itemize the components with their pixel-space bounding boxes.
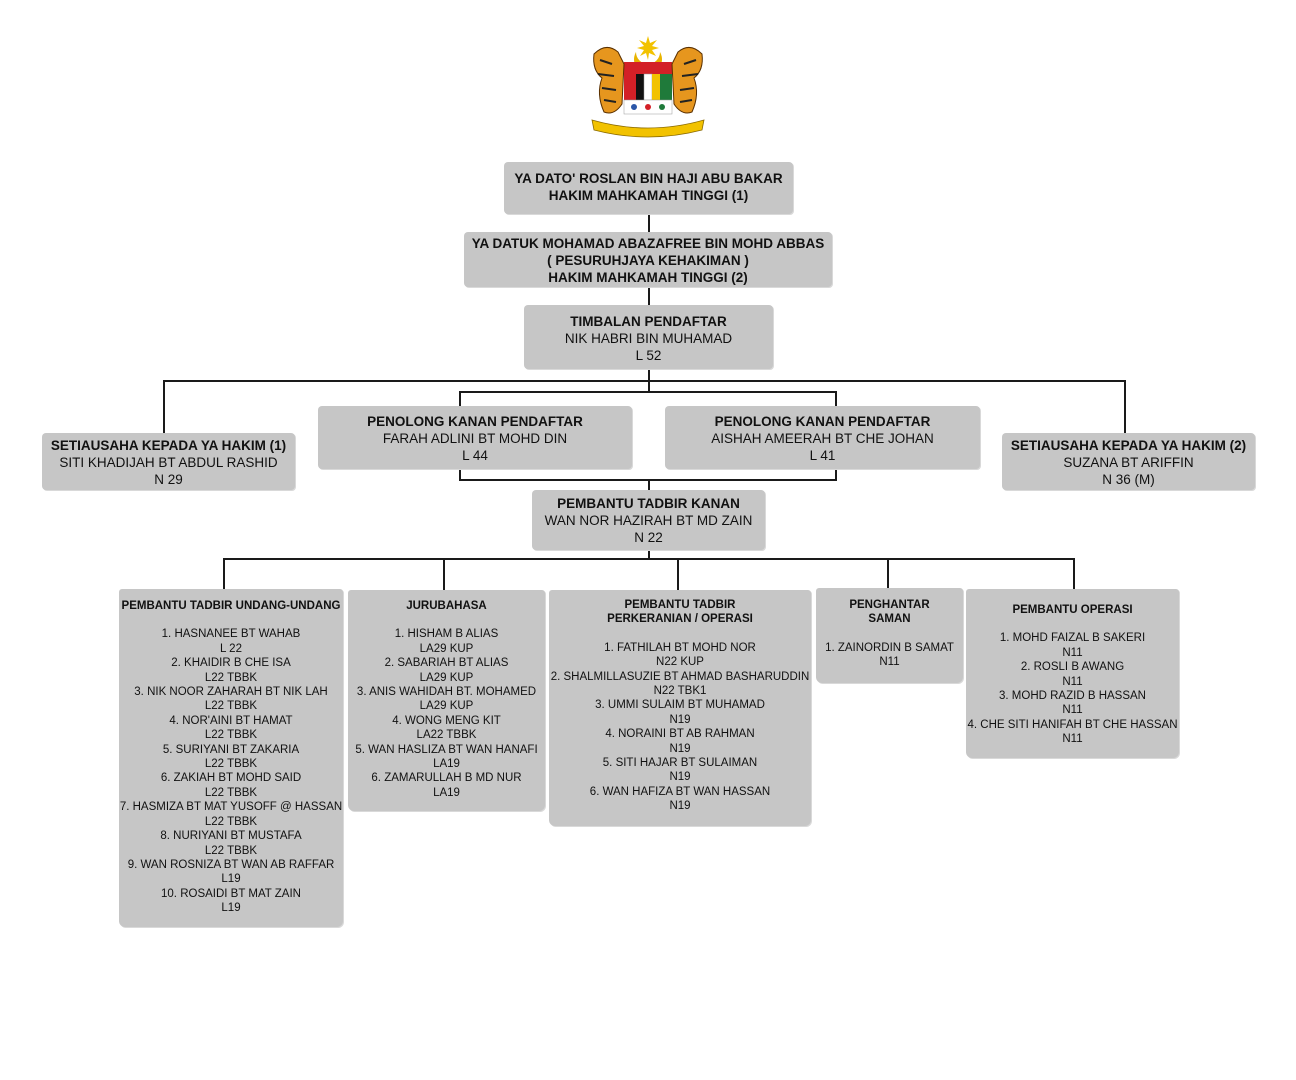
staff-name: 1. FATHILAH BT MOHD NOR (604, 641, 756, 654)
secretary-1-box (42, 433, 295, 490)
connector-line (223, 558, 225, 590)
staff-name: 5. SITI HAJAR BT SULAIMAN (602, 757, 758, 770)
judge-1-name: YA DATO' ROSLAN BIN HAJI ABU BAKAR (514, 171, 783, 186)
staff-grade: LA22 TBBK (416, 729, 477, 742)
node-grade: N 22 (634, 530, 663, 545)
staff-name: 2. KHAIDIR B CHE ISA (171, 657, 291, 670)
unit-title: PEMBANTU TADBIR UNDANG-UNDANG (121, 600, 341, 612)
staff-name: 2. SHALMILLASUZIE BT AHMAD BASHARUDDIN (550, 670, 810, 683)
staff-name: 4. CHE SITI HANIFAH BT CHE HASSAN (967, 718, 1178, 731)
staff-grade: L22 TBBK (204, 758, 258, 771)
node-name: NIK HABRI BIN MUHAMAD (564, 331, 733, 346)
node-grade: L 52 (635, 348, 662, 363)
node-title: SETIAUSAHA KEPADA YA HAKIM (1) (50, 438, 287, 453)
node-title: PENOLONG KANAN PENDAFTAR (714, 414, 931, 429)
node-name: WAN NOR HAZIRAH BT MD ZAIN (544, 513, 753, 528)
staff-name: 8. NURIYANI BT MUSTAFA (160, 830, 302, 843)
node-name: SITI KHADIJAH BT ABDUL RASHID (59, 455, 278, 470)
connector-line (887, 558, 889, 590)
node-grade: L 44 (462, 448, 488, 463)
unit-subtitle: SAMAN (868, 613, 911, 626)
staff-grade: L22 TBBK (204, 786, 258, 799)
staff-name: 4. NORAINI BT AB RAHMAN (605, 728, 755, 741)
staff-grade: N11 (1062, 646, 1083, 659)
staff-grade: N11 (879, 656, 900, 669)
staff-grade: N11 (1062, 675, 1083, 688)
summons-server-box (816, 588, 963, 683)
judge-2-subtitle: ( PESURUHJAYA KEHAKIMAN ) (547, 253, 749, 268)
connector-line (648, 286, 650, 306)
node-title: TIMBALAN PENDAFTAR (570, 314, 727, 329)
staff-name: 6. ZAKIAH BT MOHD SAID (160, 772, 302, 785)
staff-name: 4. NOR'AINI BT HAMAT (169, 714, 293, 727)
staff-grade: LA29 KUP (419, 642, 474, 655)
connector-line (223, 558, 1075, 560)
staff-name: 6. WAN HAFIZA BT WAN HASSAN (589, 785, 771, 798)
node-name: SUZANA BT ARIFFIN (1063, 455, 1194, 470)
connector-line (459, 391, 837, 393)
staff-grade: L19 (221, 902, 241, 915)
staff-list (119, 627, 343, 915)
staff-name: 5. SURIYANI BT ZAKARIA (162, 743, 300, 756)
staff-name: 3. NIK NOOR ZAHARAH BT NIK LAH (134, 686, 328, 699)
staff-name: 5. WAN HASLIZA BT WAN HANAFI (355, 743, 538, 756)
connector-line (163, 380, 165, 434)
interpreters-box (348, 590, 545, 811)
staff-list (966, 631, 1179, 746)
staff-grade: L19 (221, 873, 241, 886)
staff-grade: L22 TBBK (204, 700, 258, 713)
unit-title: PEMBANTU TADBIR (624, 599, 736, 611)
staff-grade: LA19 (433, 758, 460, 771)
node-grade: L 41 (809, 448, 836, 463)
connector-line (443, 558, 445, 590)
staff-list (348, 627, 545, 800)
staff-name: 3. UMMI SULAIM BT MUHAMAD (595, 699, 765, 712)
judge-1-role: HAKIM MAHKAMAH TINGGI (1) (548, 188, 749, 203)
node-title: PENOLONG KANAN PENDAFTAR (367, 414, 583, 429)
connector-line (835, 391, 837, 407)
unit-title: JURUBAHASA (406, 600, 487, 612)
connector-line (648, 213, 650, 233)
staff-name: 9. WAN ROSNIZA BT WAN AB RAFFAR (127, 858, 335, 871)
unit-subtitle: PERKERANIAN / OPERASI (607, 613, 753, 626)
connector-line (1073, 558, 1075, 590)
operations-assistants-box (966, 589, 1179, 758)
staff-grade: L22 TBBK (204, 844, 258, 857)
malaysia-coat-of-arms-icon (584, 34, 712, 138)
node-name: FARAH ADLINI BT MOHD DIN (382, 431, 568, 446)
staff-name: 1. MOHD FAIZAL B SAKERI (999, 632, 1146, 645)
connector-line (677, 558, 679, 590)
secretary-2-box (1002, 433, 1255, 490)
staff-name: 7. HASMIZA BT MAT YUSOFF @ HASSAN (119, 801, 343, 814)
node-title: SETIAUSAHA KEPADA YA HAKIM (2) (1010, 438, 1247, 453)
assistant-registrar-1-box (318, 406, 632, 469)
unit-title: PEMBANTU OPERASI (1012, 604, 1133, 616)
deputy-registrar-box (524, 305, 773, 369)
staff-grade: LA29 KUP (419, 671, 474, 684)
staff-grade: L22 TBBK (204, 671, 258, 684)
staff-list (816, 641, 963, 670)
judge-2-role: HAKIM MAHKAMAH TINGGI (2) (548, 270, 748, 285)
clerical-operations-box (549, 590, 811, 826)
staff-grade: L22 TBBK (204, 729, 258, 742)
staff-name: 2. ROSLI B AWANG (1020, 661, 1125, 674)
connector-line (163, 380, 1126, 382)
staff-name: 3. ANIS WAHIDAH BT. MOHAMED (356, 686, 537, 699)
staff-grade: N11 (1062, 704, 1083, 717)
staff-grade: L22 TBBK (204, 815, 258, 828)
judge-1-box (504, 162, 793, 214)
node-grade: N 36 (M) (1102, 472, 1155, 487)
staff-name: 10. ROSAIDI BT MAT ZAIN (161, 887, 301, 900)
staff-grade: N22 TBK1 (653, 685, 707, 698)
staff-name: 3. MOHD RAZID B HASSAN (999, 690, 1146, 703)
senior-admin-assistant-box (532, 490, 765, 550)
staff-name: 1. HASNANEE BT WAHAB (161, 628, 301, 641)
judge-2-name: YA DATUK MOHAMAD ABAZAFREE BIN MOHD ABBAS (471, 236, 825, 251)
connector-line (459, 391, 461, 407)
legal-assistants-box (119, 589, 343, 927)
staff-grade: N11 (1062, 733, 1083, 746)
staff-list (549, 641, 811, 814)
judge-2-box (464, 232, 832, 287)
staff-grade: LA19 (433, 786, 460, 799)
unit-title: PENGHANTAR (849, 599, 930, 611)
node-name: AISHAH AMEERAH BT CHE JOHAN (711, 431, 934, 446)
staff-name: 2. SABARIAH BT ALIAS (384, 657, 509, 670)
assistant-registrar-2-box (665, 406, 980, 469)
staff-grade: N19 (669, 742, 691, 755)
staff-grade: N19 (669, 800, 691, 813)
staff-name: 6. ZAMARULLAH B MD NUR (371, 772, 522, 785)
staff-name: 1. HISHAM B ALIAS (394, 628, 499, 641)
staff-grade: N19 (669, 771, 691, 784)
staff-grade: N19 (669, 713, 691, 726)
node-title: PEMBANTU TADBIR KANAN (557, 496, 740, 511)
staff-grade: L 22 (220, 642, 242, 655)
node-grade: N 29 (154, 472, 183, 487)
staff-grade: LA29 KUP (419, 700, 474, 713)
staff-grade: N22 KUP (656, 656, 704, 669)
connector-line (1124, 380, 1126, 434)
staff-name: 1. ZAINORDIN B SAMAT (825, 641, 954, 654)
staff-name: 4. WONG MENG KIT (392, 714, 501, 727)
